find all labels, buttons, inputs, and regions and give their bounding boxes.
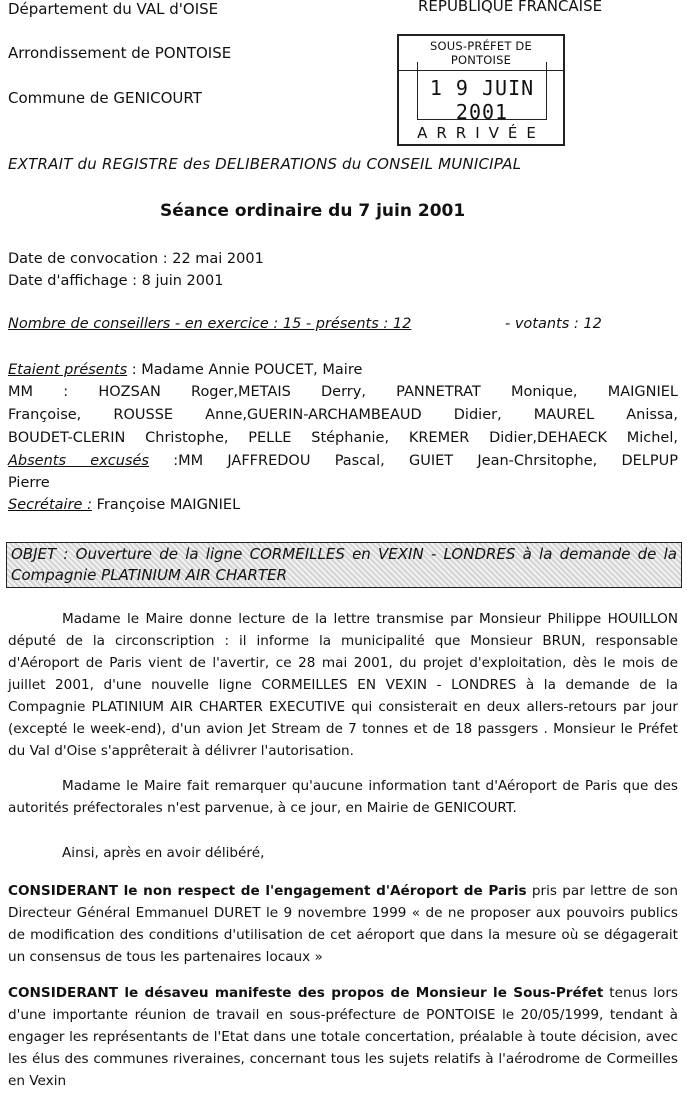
extrait-title: EXTRAIT du REGISTRE des DELIBERATIONS du CONSEIL MUNICIPAL — [8, 155, 522, 173]
absents-line — [8, 453, 678, 469]
reception-stamp — [397, 34, 565, 146]
commune-heading: Commune de GENICOURT — [8, 89, 202, 107]
body-p1-text: Madame le Maire donne lecture de la lettre transmise par Monsieur Philippe HOUILLON député de la circonscription : il informe la municipalité que Monsieur BRUN, responsable d'Aéroport de Paris vient de l'avertir, ce 28 mai 2001, du projet d'exploitation, dès le mois de juillet 2001, d'une nouvelle ligne CORMEILLES EN VEXIN - LONDRES à la demande de la Compagnie PLATINIUM AIR CHARTER EXECUTIVE qui consisterait en deux allers-retours par jour (excepté le week-end), d'un avion Jet Stream de 7 tonnes et de 18 passgers . Monsieur le Préfet du Val d'Oise s'apprêterait à délivrer l'autorisation. — [8, 611, 678, 759]
stamp-status: ARRIVÉE — [417, 124, 545, 142]
body-p3-text: Ainsi, après en avoir délibéré, — [62, 845, 265, 861]
republique-heading: REPUBLIQUE FRANCAISE — [418, 0, 603, 15]
considerant-1-bold: CONSIDERANT le non respect de l'engagement d'Aéroport de Paris — [8, 883, 527, 899]
absents-names: :MM JAFFREDOU Pascal, GUIET Jean-Chrsitophe, DELPUP — [148, 453, 678, 469]
date-convocation: Date de convocation : 22 mai 2001 — [8, 251, 264, 267]
stamp-date-box — [417, 62, 547, 124]
presents-names-3: BOUDET-CLERIN Christophe, PELLE Stéphanie, KREMER Didier,DEHAECK Michel, — [8, 430, 678, 446]
body-paragraph-2 — [8, 775, 678, 819]
body-paragraph-1 — [8, 608, 678, 762]
considerant-2-bold: CONSIDERANT le désaveu manifeste des propos de Monsieur le Sous-Préfet — [8, 985, 604, 1001]
presents-maire: : Madame Annie POUCET, Maire — [127, 362, 363, 378]
conseillers-count — [8, 316, 411, 332]
stamp-office: SOUS-PRÉFET DE PONTOISE — [399, 39, 563, 71]
secretaire-label: Secrétaire : — [8, 497, 92, 513]
votants-count: - votants : 12 — [505, 316, 602, 332]
presents-line — [8, 362, 362, 378]
secretaire-line — [8, 497, 240, 513]
arrondissement-heading: Arrondissement de PONTOISE — [8, 44, 232, 62]
absents-names-2: Pierre — [8, 475, 50, 491]
secretaire-name: Françoise MAIGNIEL — [91, 497, 241, 513]
presents-names-2: Françoise, ROUSSE Anne,GUERIN-ARCHAMBEAUD Didier, MAUREL Anissa, — [8, 407, 678, 423]
seance-title: Séance ordinaire du 7 juin 2001 — [160, 201, 466, 221]
conseillers-label: Nombre de conseillers - en exercice : 15 - présents : 12 — [8, 316, 412, 332]
absents-label: Absents excusés — [8, 453, 149, 469]
presents-label: Etaient présents — [8, 362, 128, 378]
presents-names-1: MM : HOZSAN Roger,METAIS Derry, PANNETRAT Monique, MAIGNIEL — [8, 384, 678, 400]
considerant-1-text: pris par lettre de son Directeur Général Emmanuel DURET le 9 novembre 1999 « de ne proposer aux pouvoirs publics de modification des conditions d'utilisation de cet aéroport que dans la mesure où se dégagerait un consensus de tous les partenaires locaux » — [8, 883, 678, 965]
body-p2-text: Madame le Maire fait remarquer qu'aucune information tant d'Aéroport de Paris que des autorités préfectorales n'est parvenue, à ce jour, en Mairie de GENICOURT. — [8, 778, 678, 816]
body-paragraph-3 — [8, 842, 678, 864]
objet-box: OBJET : Ouverture de la ligne CORMEILLES en VEXIN - LONDRES à la demande de la Compagnie PLATINIUM AIR CHARTER — [6, 542, 682, 588]
considerant-1 — [8, 880, 678, 968]
departement-heading: Département du VAL d'OISE — [8, 0, 219, 18]
date-affichage: Date d'affichage : 8 juin 2001 — [8, 273, 224, 289]
stamp-date: 1 9 JUIN 2001 — [429, 76, 535, 124]
considerant-2 — [8, 982, 678, 1092]
considerant-2-text: tenus lors d'une importante réunion de travail en sous-préfecture de PONTOISE le 20/05/1999, tendant à engager les représentants de l'Etat dans une totale concertation, préalable à toute décision, avec les élus des communes riveraines, concernant tous les sujets relatifs à l'aérodrome de Cormeilles en Vexin — [8, 985, 678, 1089]
